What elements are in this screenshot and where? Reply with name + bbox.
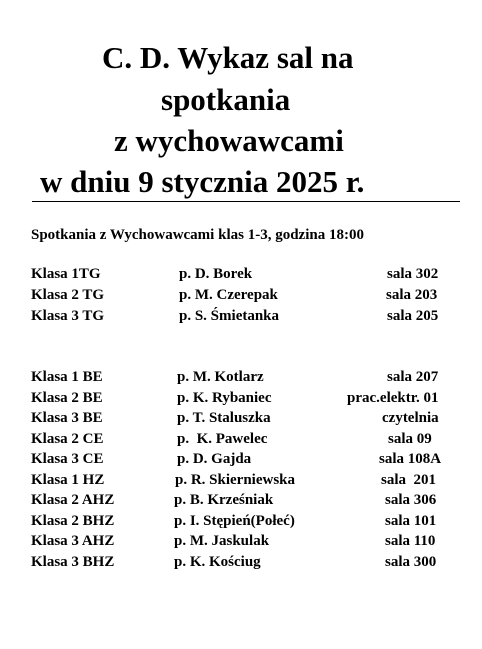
room-label: prac.elektr. 01 xyxy=(347,390,439,406)
room-label: czytelnia xyxy=(382,410,439,426)
schedule-row xyxy=(0,264,482,284)
class-name: Klasa 3 BHZ xyxy=(31,554,115,570)
class-name: Klasa 2 TG xyxy=(31,287,105,303)
room-label: sala 09 xyxy=(388,431,432,447)
title-underline-rule xyxy=(32,201,460,202)
room-label: sala 201 xyxy=(381,472,437,488)
schedule-row xyxy=(0,388,482,408)
class-name: Klasa 1 HZ xyxy=(31,472,105,488)
meeting-subtitle: Spotkania z Wychowawcami klas 1-3, godzina 18:00 xyxy=(31,227,364,243)
document-title-line-2: spotkania xyxy=(161,82,291,117)
room-label: sala 110 xyxy=(385,533,436,549)
class-name: Klasa 2 BE xyxy=(31,390,103,406)
class-name: Klasa 2 CE xyxy=(31,431,104,447)
class-name: Klasa 3 TG xyxy=(31,308,105,324)
room-label: sala 207 xyxy=(387,369,439,385)
teacher-name: p. D. Gajda xyxy=(177,451,252,467)
teacher-name: p. M. Kotlarz xyxy=(177,369,264,385)
class-name: Klasa 1TG xyxy=(31,266,101,282)
class-name: Klasa 3 AHZ xyxy=(31,533,115,549)
class-name: Klasa 2 BHZ xyxy=(31,513,115,529)
room-label: sala 302 xyxy=(387,266,439,282)
room-label: sala 203 xyxy=(386,287,438,303)
schedule-row xyxy=(0,490,482,510)
schedule-row xyxy=(0,552,482,572)
teacher-name: p. I. Stępień(Połeć) xyxy=(174,513,295,529)
room-label: sala 300 xyxy=(385,554,437,570)
teacher-name: p. K. Rybaniec xyxy=(177,390,272,406)
schedule-row xyxy=(0,408,482,428)
teacher-name: p. K. Pawelec xyxy=(177,431,268,447)
schedule-row xyxy=(0,449,482,469)
class-name: Klasa 1 BE xyxy=(31,369,103,385)
teacher-name: p. T. Staluszka xyxy=(177,410,271,426)
schedule-row xyxy=(0,511,482,531)
schedule-row xyxy=(0,470,482,490)
schedule-row xyxy=(0,531,482,551)
document-title-line-4: w dniu 9 stycznia 2025 r. xyxy=(40,164,365,199)
teacher-name: p. D. Borek xyxy=(179,266,253,282)
class-name: Klasa 2 AHZ xyxy=(31,492,115,508)
teacher-name: p. M. Czerepak xyxy=(179,287,278,303)
schedule-row xyxy=(0,429,482,449)
class-name: Klasa 3 BE xyxy=(31,410,103,426)
schedule-row xyxy=(0,367,482,387)
room-label: sala 108A xyxy=(379,451,442,467)
teacher-name: p. R. Skierniewska xyxy=(175,472,296,488)
room-label: sala 205 xyxy=(387,308,439,324)
document-title-line-3: z wychowawcami xyxy=(114,123,344,158)
schedule-row xyxy=(0,285,482,305)
room-label: sala 306 xyxy=(385,492,437,508)
teacher-name: p. B. Krześniak xyxy=(174,492,274,508)
teacher-name: p. M. Jaskulak xyxy=(174,533,270,549)
class-name: Klasa 3 CE xyxy=(31,451,104,467)
teacher-name: p. K. Kościug xyxy=(174,554,261,570)
teacher-name: p. S. Śmietanka xyxy=(179,308,280,324)
room-label: sala 101 xyxy=(385,513,437,529)
document-title-line-1: C. D. Wykaz sal na xyxy=(102,40,354,75)
schedule-row xyxy=(0,306,482,326)
